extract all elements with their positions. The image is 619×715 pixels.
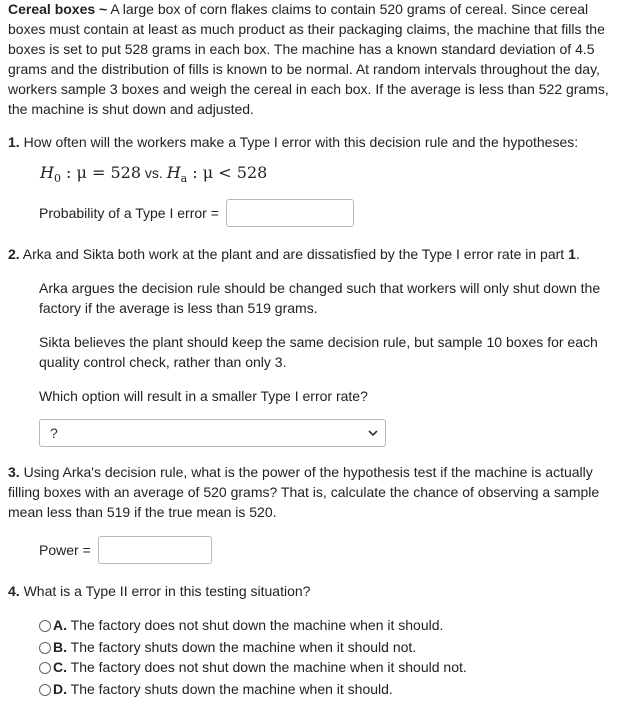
option-b-letter: B. (53, 639, 67, 655)
h0-subscript: 0 (53, 172, 61, 186)
option-c[interactable] (39, 658, 467, 676)
q2-period: . (575, 246, 580, 262)
question-3 (8, 462, 611, 522)
question-2 (8, 244, 611, 264)
radio-a[interactable] (39, 620, 51, 632)
type1-prob-input[interactable] (226, 199, 354, 227)
question-4 (8, 581, 611, 601)
radio-b[interactable] (39, 642, 51, 654)
option-c-text: The factory does not shut down the machine when it should not. (67, 659, 467, 675)
power-input[interactable] (98, 536, 212, 564)
select-value: ? (50, 425, 58, 441)
option-d-letter: D. (53, 681, 67, 697)
intro-text: A large box of corn flakes claims to contain 520 grams of cereal. Since cereal boxes must contain at least as much product as their packaging claims, the machine that fills the boxes is set to put 528 grams in each box. The machine has a known standard deviation of 4.5 grams and the distribution of fills is known to be normal. At random intervals throughout the day, workers sample 3 boxes and weigh the cereal in each box. If the average is less than 522 grams, the machine is shut down and adjusted. (8, 1, 609, 117)
option-d-text: The factory shuts down the machine when it should. (67, 681, 393, 697)
h0-symbol: H (40, 163, 54, 182)
option-a-letter: A. (53, 617, 67, 633)
power-label: Power = (39, 542, 91, 558)
option-c-letter: C. (53, 659, 67, 675)
q2-question: Which option will result in a smaller Type I error rate? (39, 388, 368, 404)
intro-paragraph (8, 0, 611, 119)
q1-number: 1. (8, 134, 20, 150)
option-a[interactable] (39, 616, 443, 634)
q4-text: What is a Type II error in this testing situation? (19, 583, 311, 599)
q4-number: 4. (8, 583, 20, 599)
radio-c[interactable] (39, 662, 51, 674)
arka-argument: Arka argues the decision rule should be changed such that workers will only shut down the factory if the average is less than 519 grams. (39, 280, 601, 316)
smaller-error-select[interactable] (39, 419, 386, 447)
sikta-argument: Sikta believes the plant should keep the same decision rule, but sample 10 boxes for each quality control check, rather than only 3. (39, 334, 598, 370)
ha-symbol: H (166, 163, 181, 182)
hypotheses (40, 163, 267, 185)
hyp-vs: vs. (141, 165, 167, 181)
ha-statement: : μ < 528 (187, 163, 268, 182)
q2-text: Arka and Sikta both work at the plant and are dissatisfied by the Type I error rate in part (19, 246, 569, 262)
ha-subscript: a (180, 172, 188, 186)
type1-prob-label: Probability of a Type I error = (39, 205, 219, 221)
q1-text: How often will the workers make a Type I error with this decision rule and the hypotheses: (19, 134, 579, 150)
option-b[interactable] (39, 638, 416, 656)
chevron-down-icon (367, 427, 379, 439)
h0-statement: : μ = 528 (60, 163, 142, 182)
option-d[interactable] (39, 680, 393, 698)
q2-number: 2. (8, 246, 20, 262)
q3-number: 3. (8, 464, 20, 480)
q3-text: Using Arka's decision rule, what is the power of the hypothesis test if the machine is actually filling boxes with an average of 520 grams? That is, calculate the chance of observing a sample mean less than 519 if the true mean is 520. (8, 464, 600, 520)
problem-title: Cereal boxes ~ (8, 1, 108, 17)
question-1 (8, 132, 611, 152)
option-a-text: The factory does not shut down the machine when it should. (67, 617, 444, 633)
option-b-text: The factory shuts down the machine when it should not. (67, 639, 417, 655)
radio-d[interactable] (39, 684, 51, 696)
q2-part-ref: 1 (568, 246, 576, 262)
